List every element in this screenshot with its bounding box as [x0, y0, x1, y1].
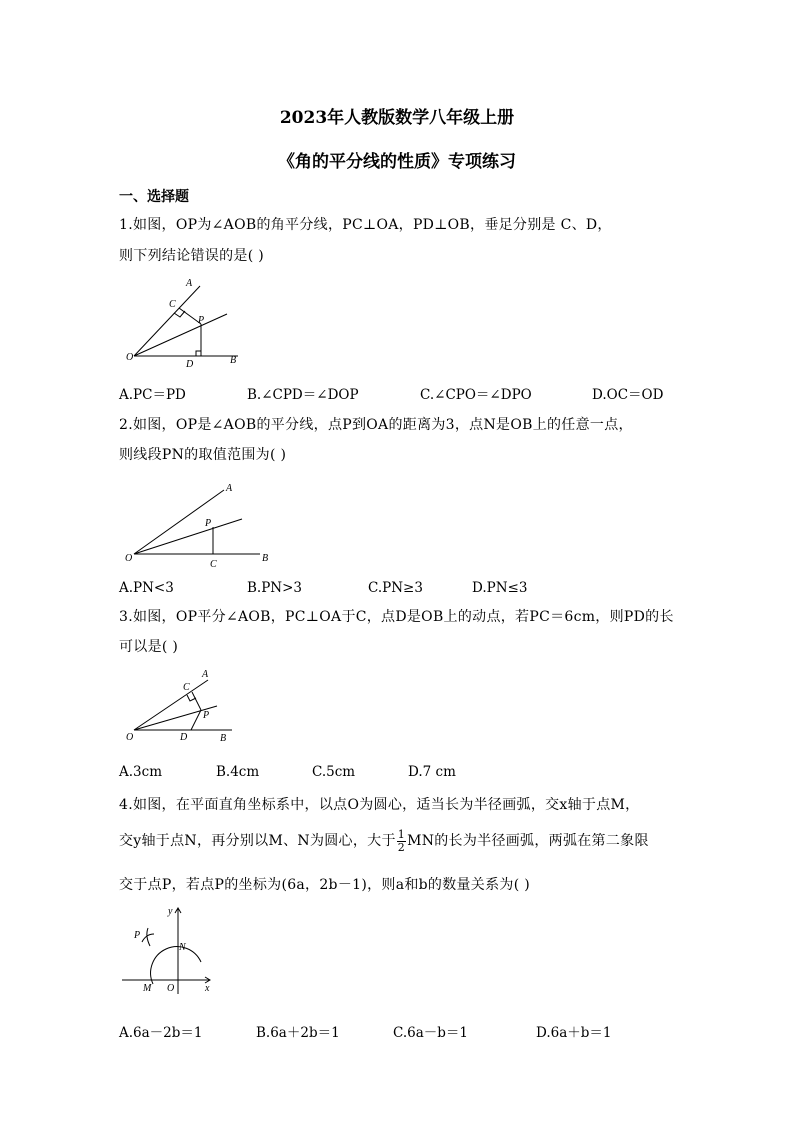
q4-fraction-numerator: 1	[397, 827, 406, 841]
q1-label-c: C	[169, 299, 176, 310]
q2-text-line2: 则线段PN的取值范围为( )	[119, 447, 287, 463]
q3-label-d: D	[180, 732, 188, 743]
q3-label-b: B	[220, 733, 227, 744]
q4-label-y: y	[168, 906, 173, 917]
q2-option-a: A.PN<3	[119, 580, 174, 596]
section-heading: 一、选择题	[119, 189, 189, 205]
q3-option-b: B.4cm	[216, 764, 260, 780]
q1-label-b: B	[230, 355, 237, 366]
q4-label-n: N	[179, 942, 186, 953]
q4-text-line3: 交于点P，若点P的坐标为(6a，2b－1)，则a和b的数量关系为( )	[119, 877, 530, 893]
q2-option-b: B.PN>3	[247, 580, 303, 596]
q3-option-a: A.3cm	[119, 764, 162, 780]
q3-segment-pc	[192, 692, 201, 710]
q1-label-o: O	[126, 352, 134, 363]
q4-figure	[118, 900, 228, 996]
q4-label-x: x	[205, 983, 210, 994]
q3-label-a: A	[202, 669, 209, 680]
q3-option-d: D.7 cm	[408, 764, 456, 780]
q2-option-c: C.PN≥3	[368, 580, 423, 596]
q3-label-o: O	[126, 732, 134, 743]
q3-text-line1: 3.如图，OP平分∠AOB，PC⊥OA于C，点D是OB上的动点，若PC＝6cm，则PD的长	[119, 609, 674, 625]
q4-arc-from-n	[147, 928, 150, 946]
q3-label-c: C	[183, 682, 190, 693]
q4-option-c: C.6a－b＝1	[393, 1025, 469, 1041]
q3-ray-oa	[134, 680, 208, 730]
q3-option-c: C.5cm	[312, 764, 356, 780]
q1-label-d: D	[186, 359, 194, 370]
q4-text-line1: 4.如图，在平面直角坐标系中，以点O为圆心，适当长为半径画弧，交x轴于点M，	[119, 797, 640, 813]
document-title: 2023年人教版数学八年级上册	[279, 108, 515, 128]
document-subtitle: 《角的平分线的性质》专项练习	[278, 152, 516, 172]
q4-fraction-denominator: 2	[397, 840, 406, 854]
q1-option-c: C.∠CPO＝∠DPO	[420, 387, 532, 403]
q2-figure	[120, 478, 280, 574]
q4-option-b: B.6a＋2b＝1	[256, 1025, 340, 1041]
q1-right-angle-d	[196, 351, 201, 356]
q1-option-d: D.OC＝OD	[592, 387, 664, 403]
q1-label-a: A	[186, 278, 193, 289]
q1-figure	[120, 278, 250, 370]
q2-label-o: O	[125, 553, 133, 564]
q4-label-o: O	[167, 983, 175, 994]
q4-text-line2-post: MN的长为半径画弧，两弧在第二象限	[407, 833, 649, 849]
q4-label-p: P	[134, 930, 141, 941]
q4-text-line2	[119, 826, 649, 856]
q4-text-line2-pre: 交y轴于点N，再分别以M、N为圆心，大于	[119, 833, 396, 849]
q1-option-a: A.PC＝PD	[119, 387, 186, 403]
q1-label-p: P	[198, 315, 205, 326]
q2-option-d: D.PN≤3	[472, 580, 528, 596]
q3-label-p: P	[203, 710, 210, 721]
q1-text-line2: 则下列结论错误的是( )	[119, 248, 264, 264]
q4-option-d: D.6a＋b＝1	[536, 1025, 612, 1041]
q1-option-b: B.∠CPD＝∠DOP	[247, 387, 359, 403]
q1-ray-oa	[134, 286, 200, 356]
q4-arc-mn	[151, 947, 201, 984]
q2-label-p: P	[205, 518, 212, 529]
q4-fraction-half	[397, 829, 406, 854]
q3-text-line2: 可以是( )	[119, 639, 179, 655]
q4-label-m: M	[143, 983, 152, 994]
q1-ray-op	[134, 314, 227, 356]
q2-label-a: A	[226, 483, 233, 494]
q1-text-line1: 1.如图，OP为∠AOB的角平分线，PC⊥OA，PD⊥OB，垂足分别是 C、D，	[119, 217, 612, 233]
q2-label-b: B	[262, 553, 269, 564]
q4-option-a: A.6a－2b＝1	[119, 1025, 203, 1041]
q2-text-line1: 2.如图，OP是∠AOB的平分线，点P到OA的距离为3，点N是OB上的任意一点，	[119, 417, 633, 433]
q3-figure	[120, 668, 240, 748]
q2-label-c: C	[210, 559, 217, 570]
q2-ray-op	[134, 519, 242, 554]
